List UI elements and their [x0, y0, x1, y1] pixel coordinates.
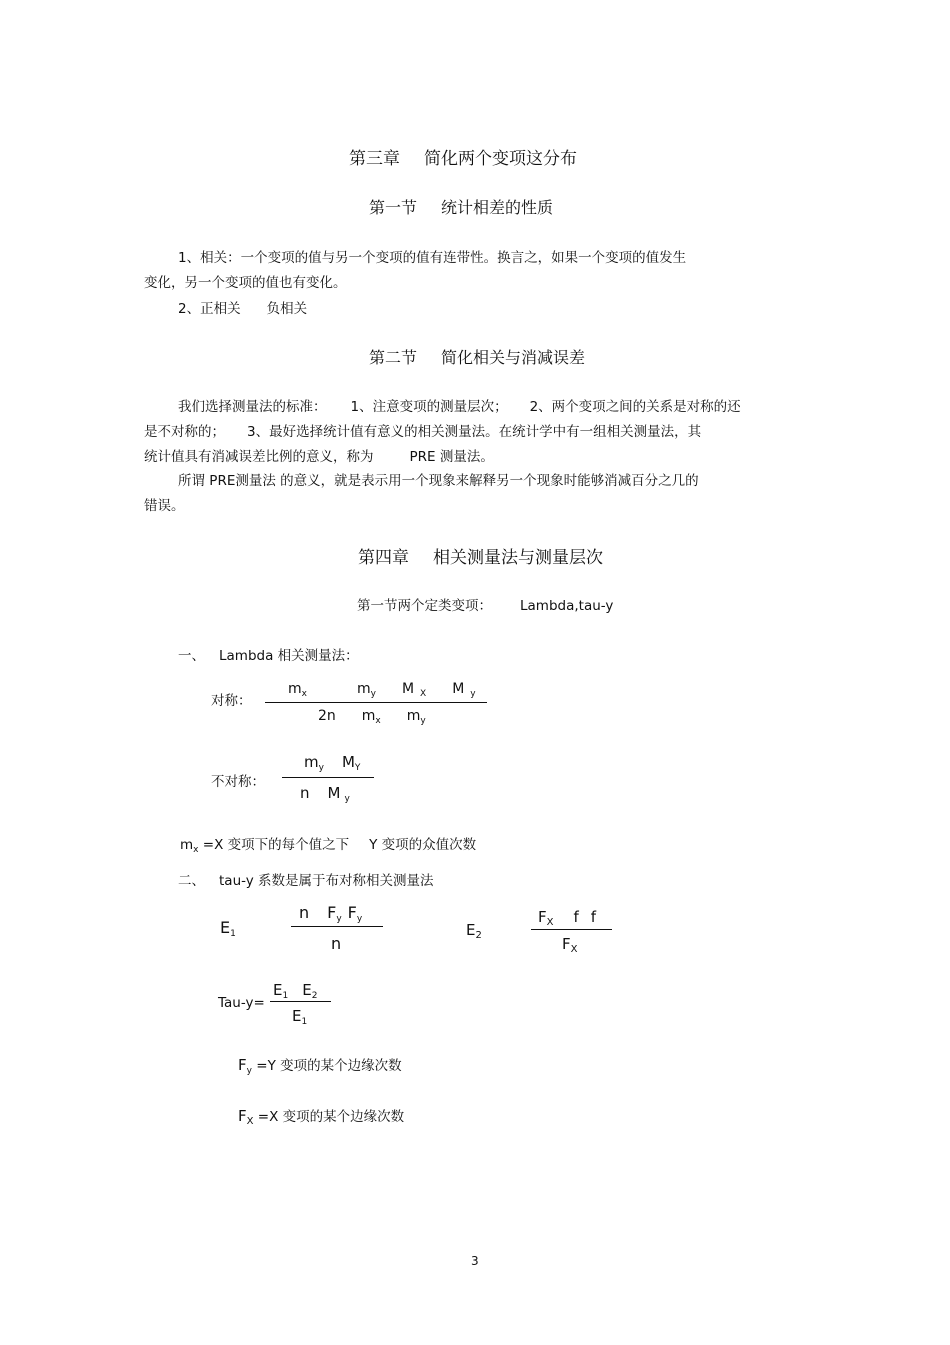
e2-symbol: $E_2$: [466, 921, 482, 941]
pre-def-lead: 所谓: [178, 473, 205, 489]
tau-formula-numerator: $E_1$ $E_2$: [273, 981, 318, 1001]
asymmetric-label: 不对称：: [211, 774, 265, 790]
tau-formula-denominator: $E_1$: [292, 1007, 308, 1027]
e1-formula-denominator: n: [331, 934, 342, 953]
chapter-4-title: 相关测量法与测量层次: [433, 548, 603, 568]
mx-definition: [180, 833, 476, 855]
chapter-3-title: 简化两个变项这分布: [424, 149, 577, 169]
symmetric-formula-bar: [265, 702, 487, 703]
tau-heading: [178, 869, 434, 889]
asymmetric-formula-denominator: n M $_y$: [300, 784, 350, 804]
chapter-3-number: 第三章: [349, 149, 400, 169]
section-1-title: 统计相差的性质: [441, 198, 554, 217]
e2-formula-bar: [531, 929, 612, 930]
chapter-4-number: 第四章: [358, 548, 409, 568]
e1-symbol: $E_1$: [220, 918, 236, 939]
paragraph-1-line-3: [178, 297, 307, 317]
paragraph-2-line-3: [144, 445, 494, 465]
criteria-2: 2、两个变项之间的关系是对称的还: [529, 399, 741, 415]
symmetric-formula-denominator: 2n $m_x$ $m_y$: [318, 708, 426, 726]
section-2-heading: [369, 345, 585, 368]
e2-formula-denominator: $F_X$: [562, 935, 578, 955]
mx-symbol: m: [180, 837, 194, 853]
section-2-title: 简化相关与消减误差: [441, 348, 586, 367]
fy-definition: $F_y =Y$ 变项的某个边缘次数: [238, 1056, 402, 1076]
symmetric-label: 对称：: [211, 693, 252, 709]
e1-formula-bar: [291, 926, 383, 927]
criteria-3: 3、最好选择统计值有意义的相关测量法。在统计学中有一组相关测量法，其: [247, 424, 702, 440]
positive-correlation: 2、正相关: [178, 301, 241, 317]
paragraph-1-line-1: 1、相关：一个变项的值与另一个变项的值有连带性。换言之，如果一个变项的值发生: [178, 250, 687, 266]
chapter-4-section-1-sub: Lambda,tau-y: [520, 598, 614, 614]
section-1-heading: [369, 195, 553, 218]
asymmetric-formula-numerator: $m_y$ $M_Y$: [304, 753, 361, 773]
criteria-1: 1、注意变项的测量层次；: [350, 399, 508, 415]
e2-formula-numerator: $F_X$ f f: [538, 908, 597, 928]
mx-definition-text-2: Y 变项的众值次数: [369, 837, 477, 853]
criteria-lead: 我们选择测量法的标准：: [178, 399, 327, 415]
negative-correlation: 负相关: [266, 301, 308, 317]
tau-label: Tau-y=: [218, 995, 265, 1011]
chapter-4-section-1: [357, 594, 613, 614]
lambda-heading-number: 一、: [178, 648, 205, 664]
asymmetric-formula-bar: [282, 777, 374, 778]
chapter-3-heading: [349, 144, 577, 169]
e1-formula-numerator: n $F_y$ $F_y$: [299, 903, 363, 924]
fx-definition: $F_X =X$ 变项的某个边缘次数: [238, 1107, 405, 1127]
lambda-heading: [178, 644, 359, 664]
paragraph-2-line-4: [178, 469, 699, 489]
paragraph-1-line-2: 变化，另一个变项的值也有变化。: [144, 275, 347, 291]
paragraph-2-line-5: 错误。: [144, 498, 185, 514]
section-2-number: 第二节: [369, 348, 418, 367]
fx-definition-text: =X 变项的某个边缘次数: [257, 1109, 405, 1125]
mx-definition-text: =X 变项下的每个值之下: [202, 837, 350, 853]
symmetric-formula-numerator: $m_x$ $m_y$ M $_X$ M $_y$: [288, 681, 476, 699]
pre-name: PRE 测量法。: [409, 449, 494, 465]
page-number: 3: [471, 1254, 479, 1268]
tau-formula-bar: [270, 1001, 331, 1002]
mx-subscript: x: [193, 845, 199, 855]
paragraph-2-line-1: [178, 395, 741, 415]
section-1-number: 第一节: [369, 198, 418, 217]
pre-def-term: PRE测量法: [209, 473, 276, 489]
chapter-4-heading: [358, 543, 603, 568]
pre-def-body: 的意义，就是表示用一个现象来解释另一个现象时能够消减百分之几的: [280, 473, 699, 489]
paragraph-2-line-2: [144, 420, 701, 440]
pre-intro: 统计值具有消减误差比例的意义，称为: [144, 449, 374, 465]
lambda-heading-text: Lambda 相关测量法：: [219, 648, 359, 664]
chapter-4-section-1-title: 第一节两个定类变项：: [357, 598, 492, 614]
tau-heading-text: tau-y 系数是属于布对称相关测量法: [219, 873, 434, 889]
tau-heading-number: 二、: [178, 873, 205, 889]
fy-definition-text: =Y 变项的某个边缘次数: [256, 1058, 402, 1074]
criteria-2-end: 是不对称的；: [144, 424, 225, 440]
